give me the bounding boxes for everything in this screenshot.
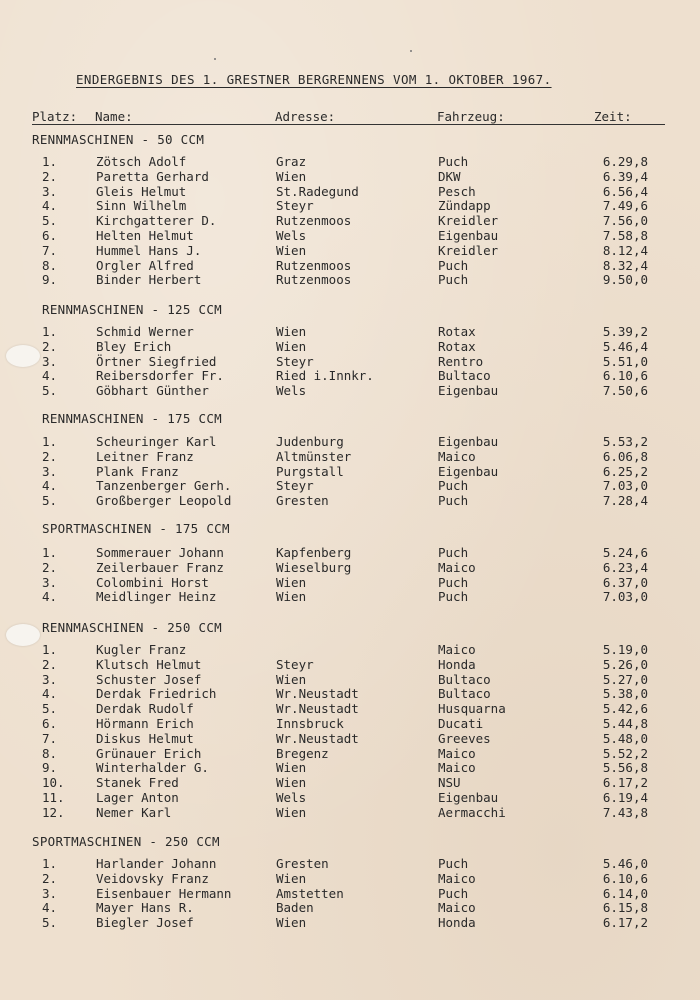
result-name: Kirchgatterer D. [96,213,217,229]
result-row [0,545,700,560]
result-fahrzeug: Puch [438,589,469,605]
result-row [0,354,700,369]
result-fahrzeug: Puch [438,574,469,590]
result-position: 1. [42,324,58,339]
result-zeit: 6.14,0 [602,885,648,901]
result-zeit: 6.10,6 [602,870,648,886]
result-position: 3. [42,353,58,369]
result-adresse: Steyr [276,656,314,672]
header-zeit: Zeit: [594,109,632,124]
result-fahrzeug: Eigenbau [438,463,499,479]
result-zeit: 6.39,4 [602,168,648,184]
result-zeit: 5.26,0 [602,656,648,672]
result-name: Klutsch Helmut [96,656,202,672]
column-header-row [0,109,700,125]
result-position: 10. [42,775,65,791]
result-fahrzeug: Puch [438,272,469,288]
result-position: 1. [42,154,58,169]
result-row [0,368,700,383]
result-name: Lager Anton [96,790,179,805]
result-name: Sommerauer Johann [96,545,224,560]
result-row [0,449,700,464]
header-fahrzeug: Fahrzeug: [437,109,505,124]
result-row [0,657,700,672]
result-zeit: 6.23,4 [602,559,648,575]
result-position: 3. [42,183,58,199]
result-name: Schmid Werner [96,324,194,339]
result-row [0,672,700,687]
result-adresse: Altmünster [276,448,352,464]
result-row [0,760,700,775]
section-heading: RENNMASCHINEN - 125 CCM [42,302,222,317]
result-position: 2. [42,168,58,184]
result-adresse: Wr.Neustadt [276,701,359,717]
result-zeit: 9.50,0 [602,272,648,288]
result-name: Orgler Alfred [96,257,194,273]
result-fahrzeug: Greeves [438,730,491,746]
result-zeit: 7.28,4 [602,493,648,509]
result-zeit: 6.56,4 [602,183,648,199]
result-fahrzeug: Bultaco [438,686,491,702]
result-fahrzeug: Maico [438,900,476,916]
result-zeit: 5.19,0 [602,642,648,657]
result-zeit: 7.03,0 [602,478,648,494]
result-zeit: 5.39,2 [602,324,648,339]
result-name: Meidlinger Heinz [96,589,217,605]
result-zeit: 5.56,8 [602,760,648,776]
paper-speck [214,58,216,60]
result-row [0,258,700,273]
result-name: Bley Erich [96,338,172,354]
result-name: Stanek Fred [96,775,179,791]
result-adresse: Steyr [276,478,314,494]
result-position: 2. [42,448,58,464]
result-row [0,493,700,508]
result-adresse: Judenburg [276,434,344,449]
result-zeit: 6.17,2 [602,775,648,791]
result-position: 12. [42,804,65,820]
section-heading: SPORTMASCHINEN - 175 CCM [42,521,230,536]
result-row [0,272,700,287]
result-fahrzeug: Maico [438,760,476,776]
result-position: 9. [42,272,58,288]
result-fahrzeug: Puch [438,856,469,871]
result-adresse: Graz [276,154,307,169]
result-adresse: Wels [276,383,307,399]
result-name: Biegler Josef [96,915,194,931]
paper-speck [410,50,412,52]
result-zeit: 6.10,6 [602,368,648,384]
result-position: 7. [42,730,58,746]
result-row [0,716,700,731]
result-fahrzeug: Rotax [438,338,476,354]
result-adresse: Wieselburg [276,559,352,575]
result-adresse: Innsbruck [276,716,344,731]
result-row [0,434,700,449]
result-row [0,383,700,398]
result-name: Hörmann Erich [96,716,194,731]
result-position: 4. [42,198,58,214]
result-zeit: 6.25,2 [602,463,648,479]
result-row [0,871,700,886]
result-name: Derdak Rudolf [96,701,194,717]
result-adresse: Rutzenmoos [276,213,352,229]
result-adresse: Steyr [276,353,314,369]
result-adresse: Wr.Neustadt [276,730,359,746]
result-name: Gleis Helmut [96,183,187,199]
result-name: Eisenbauer Hermann [96,885,232,901]
result-fahrzeug: Eigenbau [438,383,499,399]
result-position: 11. [42,790,65,805]
result-zeit: 5.53,2 [602,434,648,449]
section-heading: RENNMASCHINEN - 250 CCM [42,620,222,635]
result-row [0,154,700,169]
result-fahrzeug: Zündapp [438,198,491,214]
result-row [0,900,700,915]
section-heading: RENNMASCHINEN - 175 CCM [42,411,222,426]
result-fahrzeug: Kreidler [438,213,499,229]
result-row [0,184,700,199]
result-name: Zötsch Adolf [96,154,187,169]
result-fahrzeug: Rentro [438,353,484,369]
result-position: 2. [42,870,58,886]
section-heading: SPORTMASCHINEN - 250 CCM [32,834,220,849]
result-adresse: Baden [276,900,314,916]
result-fahrzeug: Pesch [438,183,476,199]
result-adresse: Rutzenmoos [276,257,352,273]
result-zeit: 5.24,6 [602,545,648,560]
result-adresse: Gresten [276,493,329,509]
result-zeit: 7.58,8 [602,228,648,243]
result-position: 1. [42,434,58,449]
result-adresse: Gresten [276,856,329,871]
result-position: 5. [42,213,58,229]
result-name: Scheuringer Karl [96,434,217,449]
result-row [0,464,700,479]
result-adresse: Ried i.Innkr. [276,368,374,384]
result-fahrzeug: Honda [438,656,476,672]
result-zeit: 5.38,0 [602,686,648,702]
result-zeit: 5.27,0 [602,671,648,687]
result-adresse: Rutzenmoos [276,272,352,288]
result-position: 4. [42,686,58,702]
result-zeit: 7.50,6 [602,383,648,399]
result-row [0,198,700,213]
result-name: Kugler Franz [96,642,187,657]
result-adresse: Wien [276,338,307,354]
result-zeit: 8.12,4 [602,242,648,258]
header-name: Name: [95,109,133,124]
result-zeit: 5.52,2 [602,745,648,761]
result-row [0,915,700,930]
result-fahrzeug: NSU [438,775,461,791]
result-row [0,805,700,820]
result-name: Sinn Wilhelm [96,198,187,214]
result-row [0,169,700,184]
result-row [0,560,700,575]
result-adresse: Wien [276,242,307,258]
result-zeit: 5.44,8 [602,716,648,731]
result-row [0,731,700,746]
result-name: Hummel Hans J. [96,242,202,258]
result-zeit: 8.32,4 [602,257,648,273]
punch-hole [6,624,40,646]
header-platz: Platz: [32,109,78,124]
result-fahrzeug: Bultaco [438,671,491,687]
result-zeit: 6.06,8 [602,448,648,464]
result-position: 4. [42,900,58,916]
result-zeit: 6.29,8 [602,154,648,169]
result-adresse: Wien [276,168,307,184]
result-position: 6. [42,228,58,243]
result-name: Nemer Karl [96,804,172,820]
section-heading: RENNMASCHINEN - 50 CCM [32,132,205,147]
result-adresse: Wien [276,760,307,776]
result-position: 8. [42,745,58,761]
result-adresse: Wien [276,870,307,886]
result-adresse: Kapfenberg [276,545,352,560]
result-fahrzeug: Maico [438,745,476,761]
result-position: 4. [42,589,58,605]
result-fahrzeug: Puch [438,154,469,169]
result-zeit: 6.19,4 [602,790,648,805]
result-fahrzeug: Maico [438,870,476,886]
result-name: Reibersdorfer Fr. [96,368,224,384]
result-name: Paretta Gerhard [96,168,209,184]
result-position: 3. [42,463,58,479]
result-fahrzeug: Bultaco [438,368,491,384]
result-zeit: 5.51,0 [602,353,648,369]
result-position: 5. [42,701,58,717]
result-position: 9. [42,760,58,776]
result-adresse: Wien [276,915,307,931]
result-fahrzeug: Husquarna [438,701,506,717]
result-name: Colombini Horst [96,574,209,590]
result-adresse: Amstetten [276,885,344,901]
result-position: 1. [42,642,58,657]
result-position: 2. [42,656,58,672]
result-row [0,790,700,805]
result-name: Großberger Leopold [96,493,232,509]
result-fahrzeug: Maico [438,448,476,464]
result-position: 2. [42,338,58,354]
result-position: 5. [42,383,58,399]
result-adresse: Wien [276,775,307,791]
result-row [0,589,700,604]
result-name: Grünauer Erich [96,745,202,761]
result-adresse: Bregenz [276,745,329,761]
result-zeit: 5.42,6 [602,701,648,717]
result-row [0,856,700,871]
result-fahrzeug: Puch [438,885,469,901]
result-fahrzeug: Eigenbau [438,434,499,449]
document-title: ENDERGEBNIS DES 1. GRESTNER BERGRENNENS VOM 1. OKTOBER 1967. [76,72,552,87]
result-zeit: 7.03,0 [602,589,648,605]
result-fahrzeug: Eigenbau [438,790,499,805]
result-adresse: Purgstall [276,463,344,479]
result-adresse: Wels [276,790,307,805]
result-zeit: 5.48,0 [602,730,648,746]
result-fahrzeug: Eigenbau [438,228,499,243]
result-name: Örtner Siegfried [96,353,217,369]
result-fahrzeug: Maico [438,642,476,657]
result-name: Zeilerbauer Franz [96,559,224,575]
result-position: 5. [42,493,58,509]
result-zeit: 5.46,0 [602,856,648,871]
result-name: Binder Herbert [96,272,202,288]
result-row [0,324,700,339]
result-fahrzeug: Puch [438,493,469,509]
header-adresse: Adresse: [275,109,336,124]
result-name: Plank Franz [96,463,179,479]
header-divider [32,124,665,125]
result-adresse: Wels [276,228,307,243]
result-name: Tanzenberger Gerh. [96,478,232,494]
result-fahrzeug: Puch [438,257,469,273]
result-fahrzeug: Puch [438,478,469,494]
result-zeit: 6.37,0 [602,574,648,590]
result-adresse: Wien [276,589,307,605]
result-adresse: Wr.Neustadt [276,686,359,702]
result-zeit: 5.46,4 [602,338,648,354]
result-position: 1. [42,856,58,871]
result-fahrzeug: DKW [438,168,461,184]
result-fahrzeug: Honda [438,915,476,931]
result-position: 3. [42,885,58,901]
result-name: Helten Helmut [96,228,194,243]
result-row [0,339,700,354]
result-position: 7. [42,242,58,258]
result-row [0,243,700,258]
result-adresse: Wien [276,804,307,820]
result-row [0,478,700,493]
result-position: 2. [42,559,58,575]
punch-hole [6,345,40,367]
result-name: Göbhart Günther [96,383,209,399]
result-name: Derdak Friedrich [96,686,217,702]
result-name: Winterhalder G. [96,760,209,776]
result-zeit: 6.17,2 [602,915,648,931]
result-fahrzeug: Rotax [438,324,476,339]
result-row [0,746,700,761]
result-zeit: 6.15,8 [602,900,648,916]
result-adresse: Wien [276,324,307,339]
result-row [0,686,700,701]
result-position: 1. [42,545,58,560]
result-fahrzeug: Maico [438,559,476,575]
result-position: 6. [42,716,58,731]
result-zeit: 7.49,6 [602,198,648,214]
result-zeit: 7.43,8 [602,804,648,820]
result-adresse: Wien [276,671,307,687]
result-name: Veidovsky Franz [96,870,209,886]
result-name: Diskus Helmut [96,730,194,746]
result-row [0,575,700,590]
result-fahrzeug: Ducati [438,716,484,731]
result-position: 3. [42,574,58,590]
result-zeit: 7.56,0 [602,213,648,229]
result-position: 8. [42,257,58,273]
result-name: Schuster Josef [96,671,202,687]
result-fahrzeug: Kreidler [438,242,499,258]
result-row [0,228,700,243]
result-fahrzeug: Puch [438,545,469,560]
result-row [0,213,700,228]
result-position: 3. [42,671,58,687]
result-row [0,642,700,657]
result-name: Harlander Johann [96,856,217,871]
result-position: 5. [42,915,58,931]
result-adresse: St.Radegund [276,183,359,199]
result-adresse: Steyr [276,198,314,214]
result-name: Leitner Franz [96,448,194,464]
result-position: 4. [42,478,58,494]
result-name: Mayer Hans R. [96,900,194,916]
result-position: 4. [42,368,58,384]
result-row [0,775,700,790]
result-row [0,886,700,901]
result-adresse: Wien [276,574,307,590]
result-fahrzeug: Aermacchi [438,804,506,820]
result-row [0,701,700,716]
